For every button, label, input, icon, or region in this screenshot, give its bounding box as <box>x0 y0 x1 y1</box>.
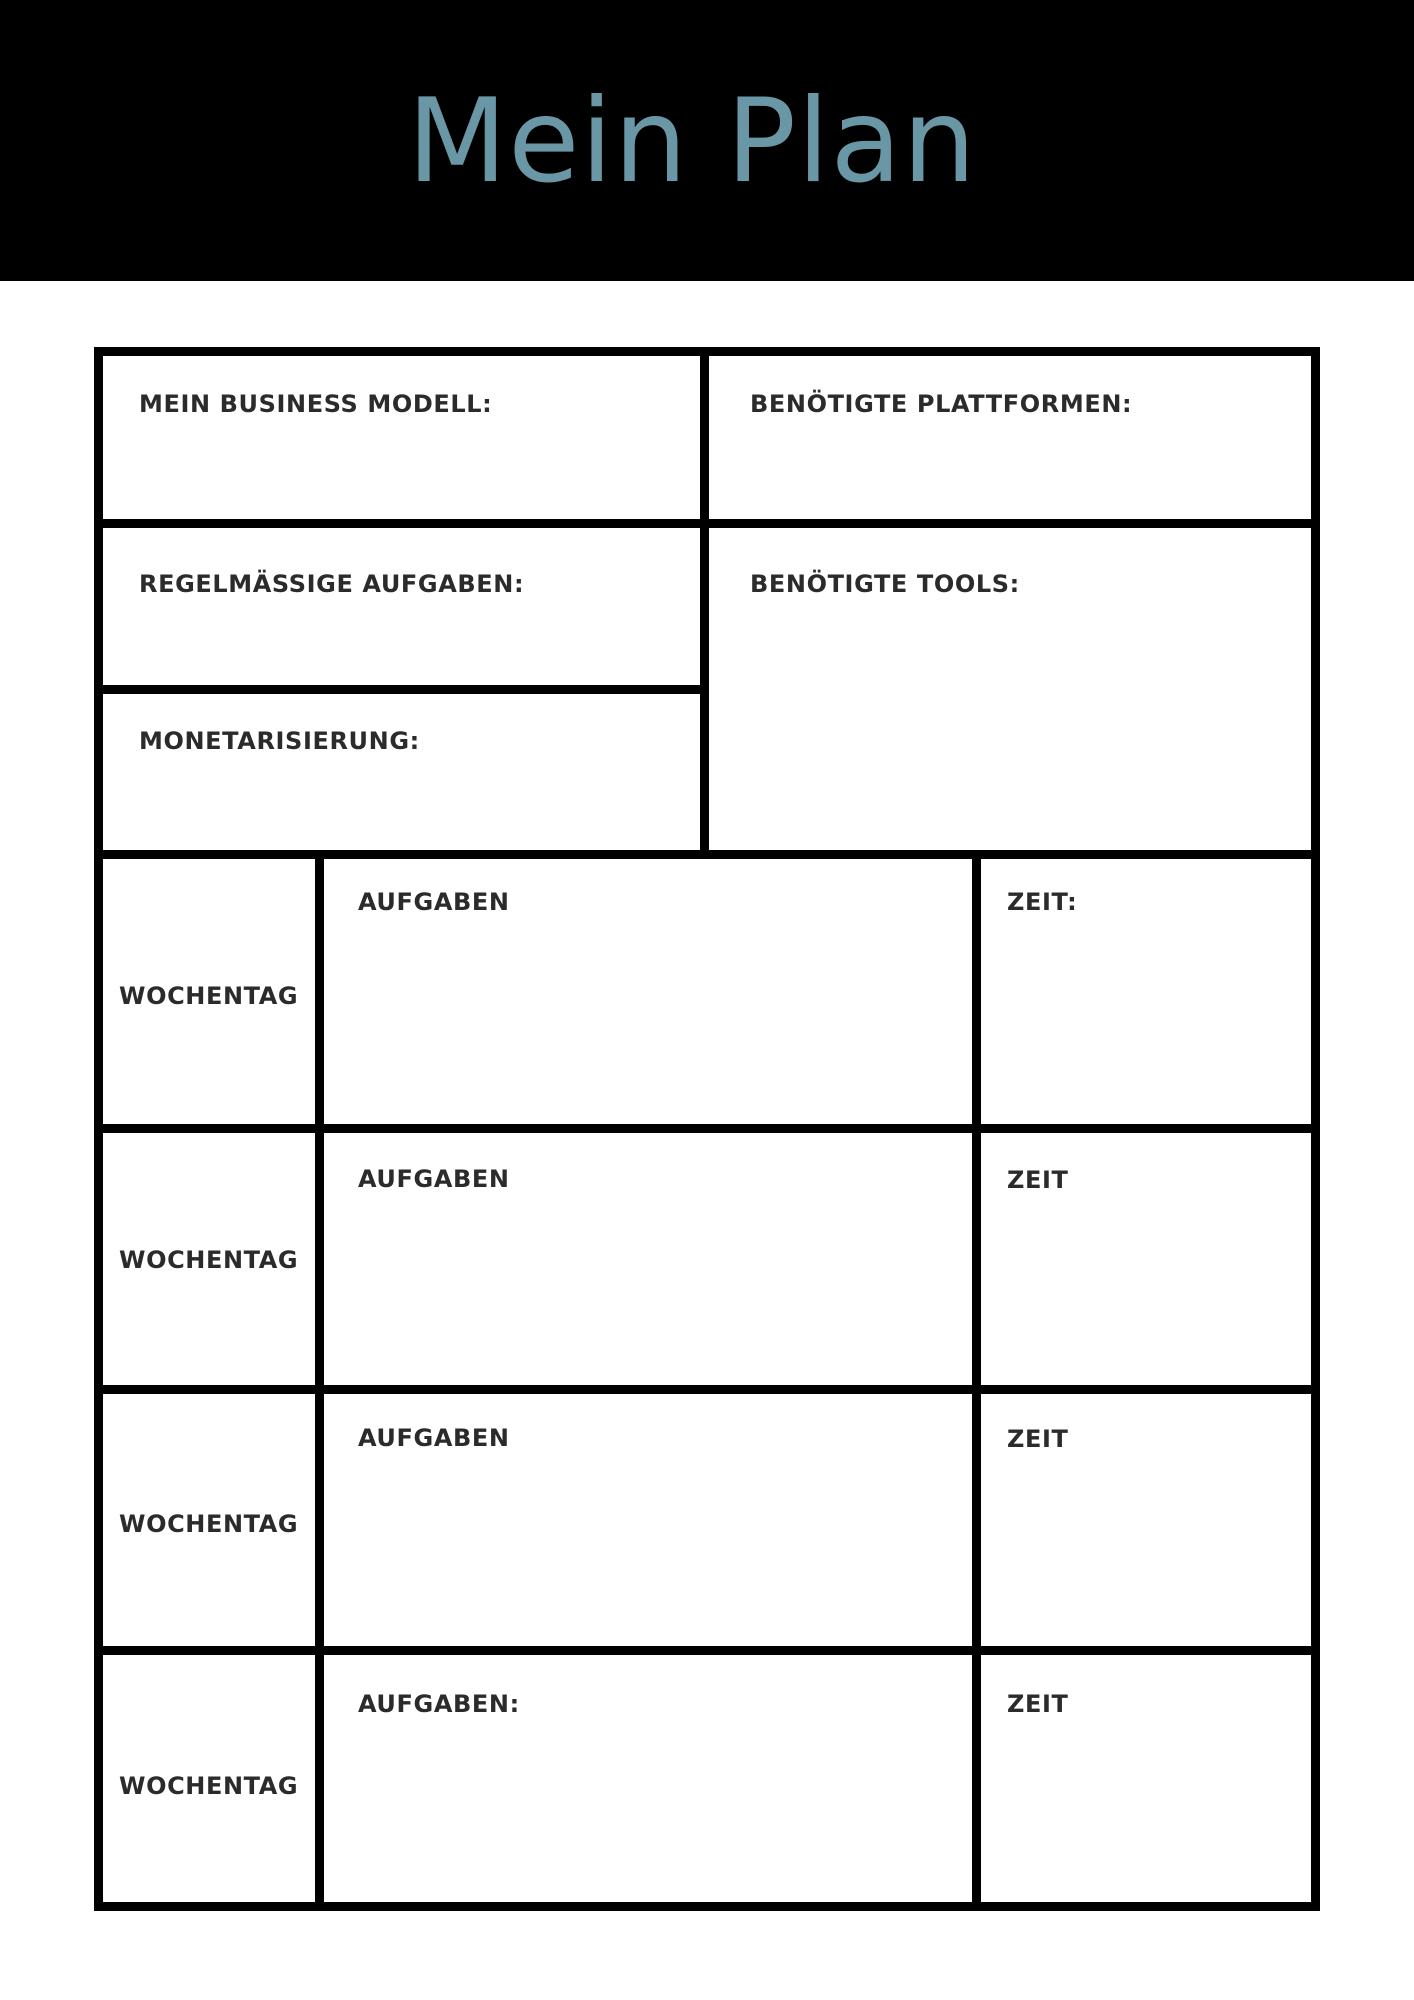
divider-schedule-row-2 <box>94 1385 1320 1394</box>
regular-tasks-label: REGELMÄSSIGE AUFGABEN: <box>139 570 525 598</box>
divider-schedule-row-3 <box>94 1646 1320 1655</box>
weekday-label: WOCHENTAG <box>119 982 299 1010</box>
tools-label: BENÖTIGTE TOOLS: <box>750 570 1020 598</box>
weekday-label: WOCHENTAG <box>119 1772 299 1800</box>
divider-time-column <box>972 855 981 1911</box>
tasks-label: AUFGABEN: <box>358 1690 520 1718</box>
weekday-label: WOCHENTAG <box>119 1246 299 1274</box>
time-label: ZEIT <box>1007 1690 1069 1718</box>
weekday-label: WOCHENTAG <box>119 1510 299 1538</box>
page-title: Mein Plan <box>407 74 977 209</box>
divider-top-columns <box>700 347 709 855</box>
platforms-label: BENÖTIGTE PLATTFORMEN: <box>750 390 1133 418</box>
divider-schedule-row-1 <box>94 1124 1320 1133</box>
monetization-label: MONETARISIERUNG: <box>139 727 420 755</box>
time-label: ZEIT: <box>1007 888 1078 916</box>
tasks-label: AUFGABEN <box>358 888 510 916</box>
divider-weekday-column <box>315 855 324 1911</box>
tasks-label: AUFGABEN <box>358 1424 510 1452</box>
tasks-label: AUFGABEN <box>358 1165 510 1193</box>
divider-top-section <box>94 850 1320 859</box>
header-banner <box>0 0 1414 281</box>
time-label: ZEIT <box>1007 1425 1069 1453</box>
time-label: ZEIT <box>1007 1166 1069 1194</box>
business-model-label: MEIN BUSINESS MODELL: <box>139 390 493 418</box>
divider-regular-tasks <box>94 685 705 694</box>
